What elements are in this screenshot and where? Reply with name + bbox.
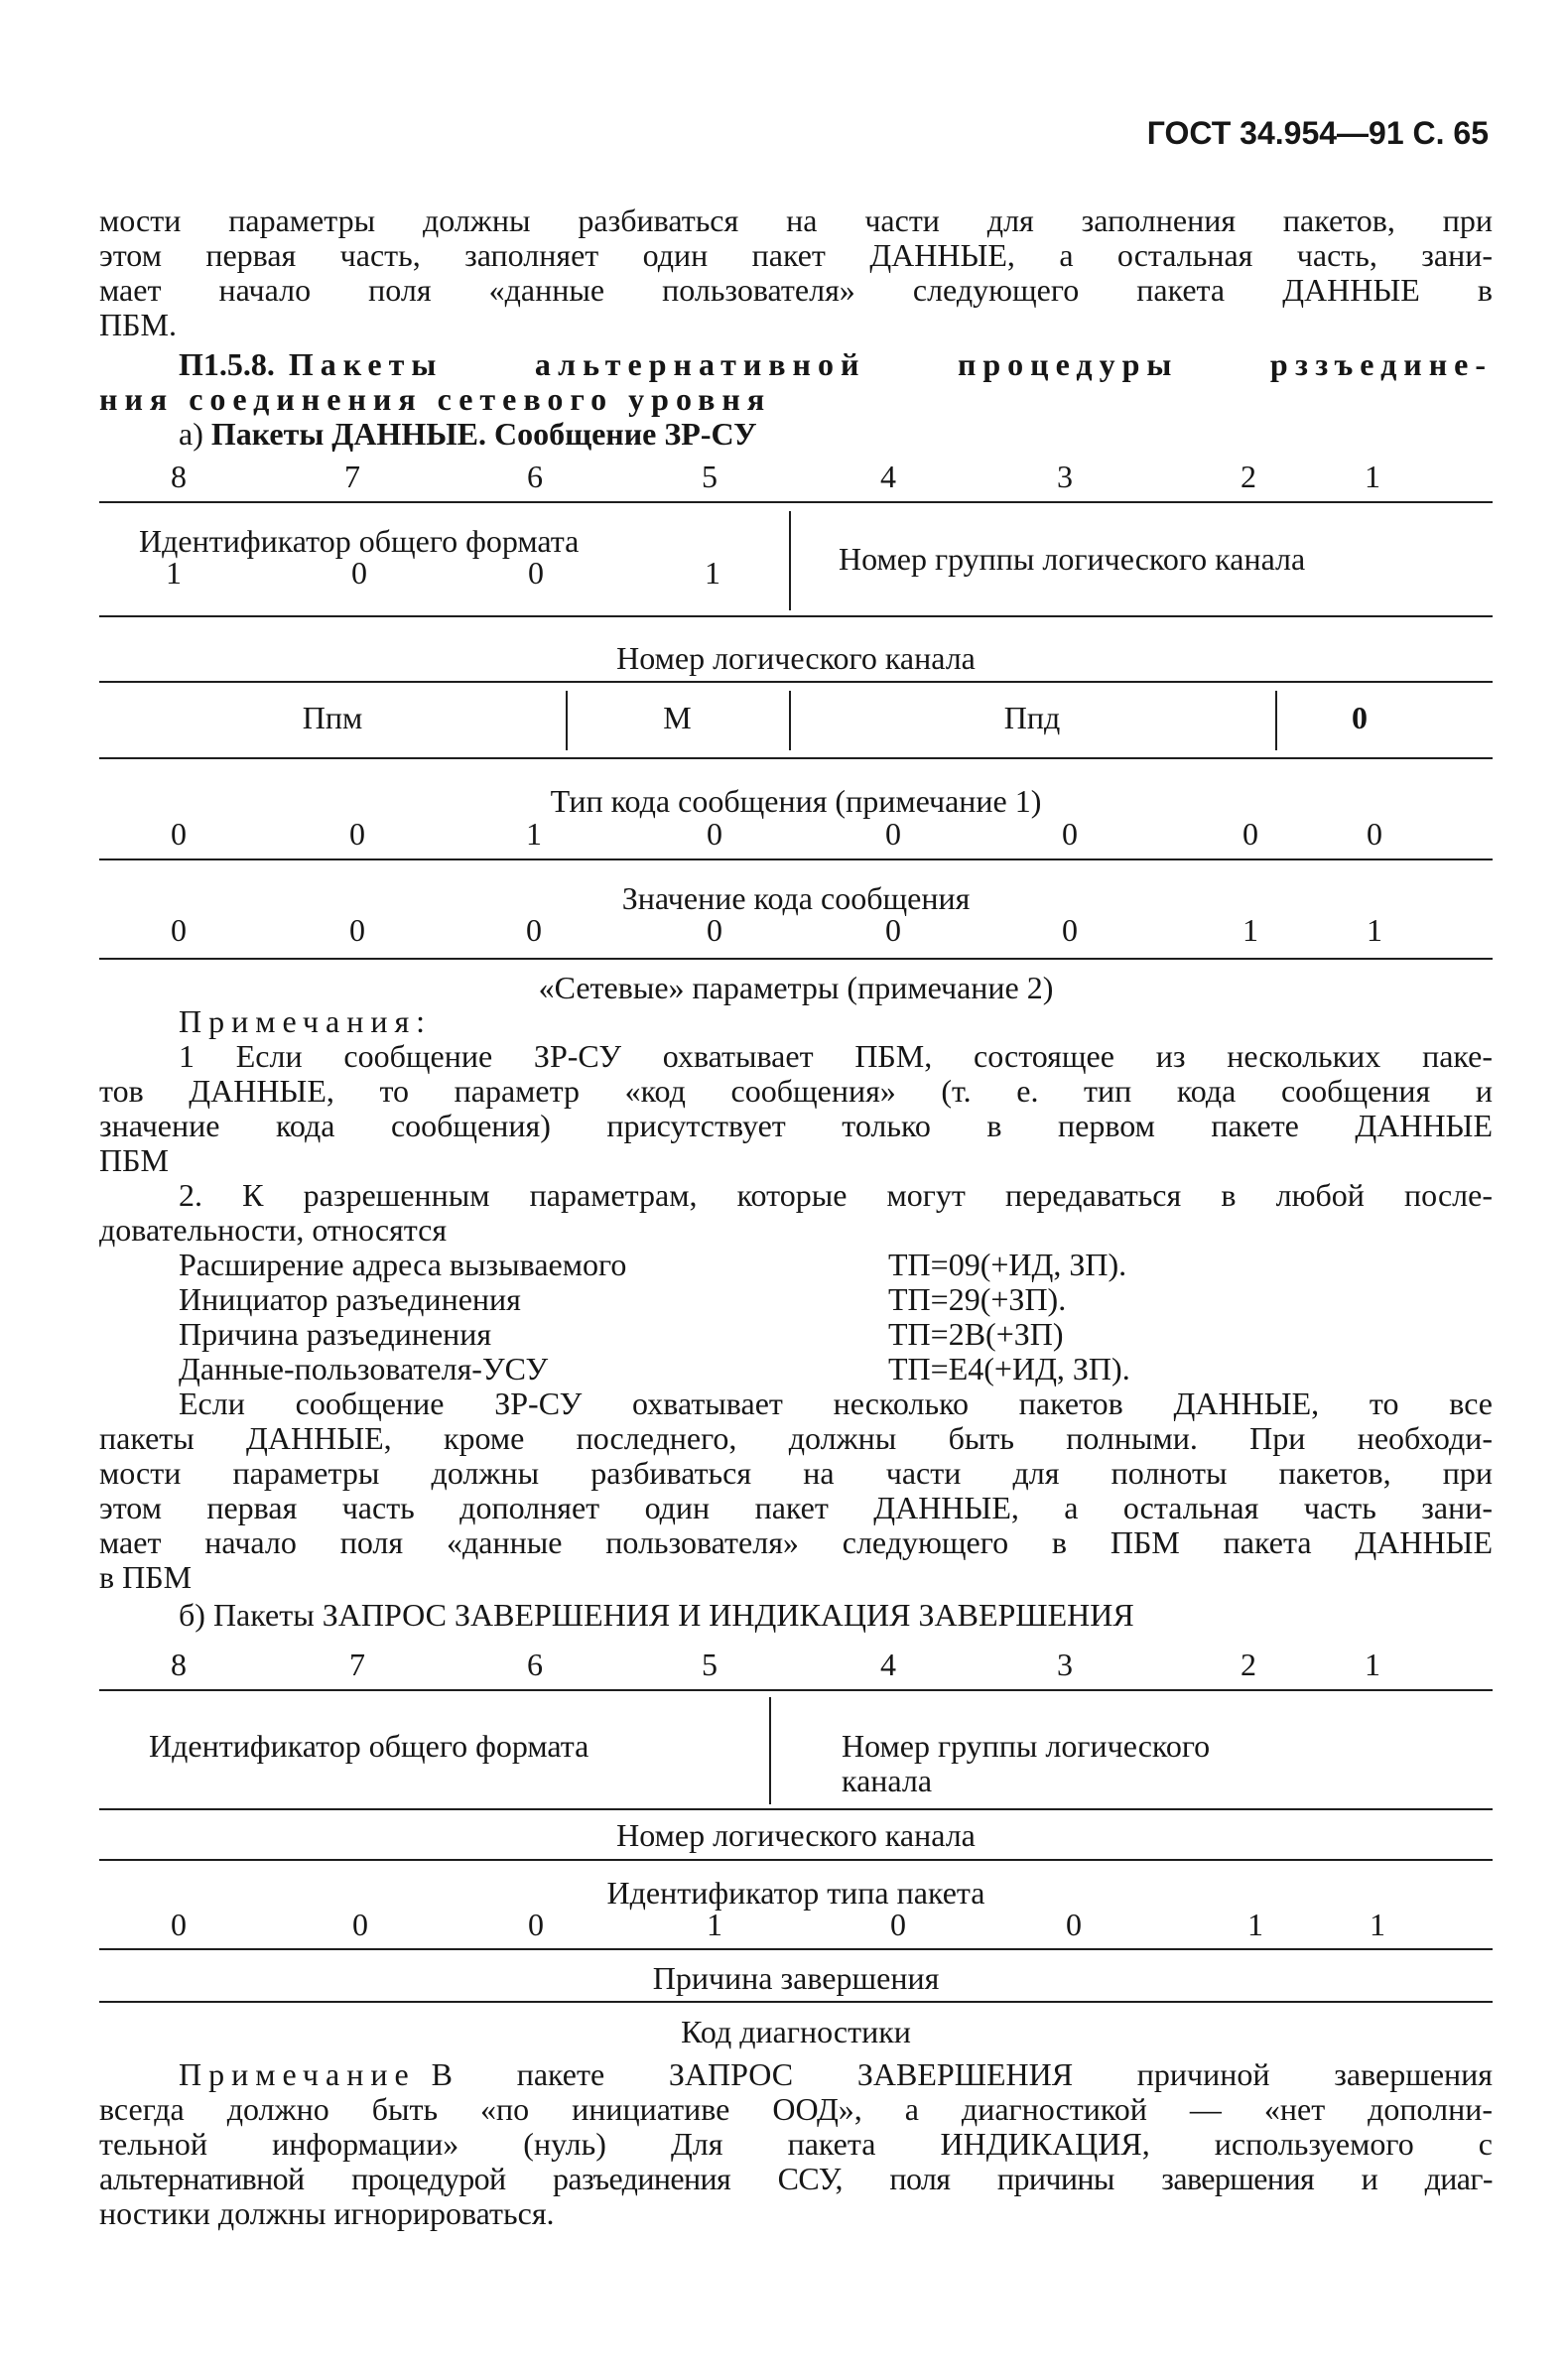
bit-value: 0 [707, 912, 722, 948]
section-title: Пакеты альтернативной процедуры рззъедине- [288, 346, 1493, 382]
intro-line: этом первая часть, заполняет один пакет ДАННЫЕ, а остальная часть, зани- [99, 237, 1493, 273]
param-name: Расширение адреса вызываемого [179, 1247, 627, 1282]
lcn-label: Номер логического канала [616, 640, 976, 676]
note-line: 1 Если сообщение ЗР-СУ охватывает ПБМ, состоящее из нескольких паке- [179, 1038, 1493, 1074]
bit-value: 0 [349, 816, 365, 852]
bit-value: 0 [1066, 1907, 1082, 1942]
bit-value: 0 [1062, 816, 1078, 852]
intro-line: мости параметры должны разбиваться на части для заполнения пакетов, при [99, 202, 1493, 238]
bit-number: 4 [880, 459, 896, 494]
table-rule [99, 1689, 1493, 1691]
bit-value: 1 [1367, 912, 1382, 948]
param-code: ТП=Е4(+ИД, ЗП). [888, 1351, 1130, 1386]
table-rule [99, 958, 1493, 960]
network-params-label: «Сетевые» параметры (примечание 2) [538, 970, 1054, 1005]
bit-number: 3 [1057, 1647, 1073, 1682]
bit-value: 0 [526, 912, 542, 948]
bit-value: 0 [1242, 816, 1258, 852]
lcn-label-b: Номер логического канала [616, 1817, 976, 1853]
table-rule [99, 2001, 1493, 2003]
param-code: ТП=09(+ИД, ЗП). [888, 1247, 1127, 1282]
intro-line: мает начало поля «данные пользователя» следующего пакета ДАННЫЕ в [99, 272, 1493, 308]
bit-value: 0 [528, 1907, 544, 1942]
table-divider [769, 1697, 771, 1804]
note-line: Если сообщение ЗР-СУ охватывает несколько пакетов ДАННЫЕ, то все [179, 1385, 1493, 1421]
table-rule [99, 681, 1493, 683]
bit-number: 6 [527, 459, 543, 494]
page-header: ГОСТ 34.954—91 С. 65 [1146, 115, 1489, 151]
note-b-first-line [179, 2057, 1493, 2092]
param-code: ТП=29(+ЗП). [888, 1281, 1067, 1317]
gfi-bit: 0 [528, 555, 544, 591]
note-b-line: ностики должны игнорироваться. [99, 2195, 555, 2231]
table-rule [99, 1808, 1493, 1810]
zero-label: 0 [1352, 700, 1368, 735]
param-code: ТП=2В(+ЗП) [888, 1316, 1064, 1352]
lcg-label-b-line2: канала [842, 1763, 933, 1798]
bit-value: 0 [171, 816, 187, 852]
note-line: мости параметры должны разбиваться на части для полноты пакетов, при [99, 1455, 1493, 1491]
m-label: М [663, 700, 692, 735]
bit-value: 0 [890, 1907, 906, 1942]
table-rule [99, 858, 1493, 860]
section-title-line2: ния соединения сетевого уровня [99, 381, 772, 417]
gfi-label: Идентификатор общего формата [139, 523, 580, 559]
bit-value: 0 [885, 912, 901, 948]
ppm-label: Ппм [302, 700, 363, 735]
diag-label: Код диагностики [681, 2014, 911, 2049]
bit-value: 0 [885, 816, 901, 852]
bit-number: 8 [171, 1647, 187, 1682]
part-a-title-text: Пакеты ДАННЫЕ. Сообщение ЗР-СУ [210, 416, 757, 452]
part-a-title [179, 417, 757, 452]
table-rule [99, 757, 1493, 759]
note-line: в ПБМ [99, 1559, 193, 1595]
note-line: значение кода сообщения) присутствует только в первом пакете ДАННЫЕ [99, 1108, 1493, 1143]
bit-number: 8 [171, 459, 187, 494]
gfi-bit: 1 [166, 555, 182, 591]
note-b-line: тельной информации» (нуль) Для пакета ИНДИКАЦИЯ, используемого с [99, 2126, 1493, 2162]
section-heading [179, 347, 1493, 382]
lcg-label-b-line1: Номер группы логического [842, 1728, 1211, 1764]
cause-label: Причина завершения [652, 1960, 940, 1996]
note-line: этом первая часть дополняет один пакет ДАННЫЕ, а остальная часть зани- [99, 1490, 1493, 1525]
section-number: П1.5.8. [179, 346, 275, 382]
bit-value: 0 [352, 1907, 368, 1942]
bit-value: 0 [1062, 912, 1078, 948]
msg-value-label: Значение кода сообщения [621, 880, 971, 916]
bit-number: 2 [1241, 459, 1256, 494]
bit-value: 0 [171, 912, 187, 948]
bit-number: 6 [527, 1647, 543, 1682]
table-rule [99, 615, 1493, 617]
param-name: Данные-пользователя-УСУ [179, 1351, 549, 1386]
bit-value: 0 [171, 1907, 187, 1942]
note-line: довательности, относятся [99, 1212, 448, 1248]
param-name: Причина разъединения [179, 1316, 492, 1352]
bit-number: 2 [1241, 1647, 1256, 1682]
bit-number: 5 [702, 459, 718, 494]
bit-value: 1 [707, 1907, 722, 1942]
note-b-heading: Примечание [179, 2056, 416, 2092]
bit-value: 0 [349, 912, 365, 948]
note-line: 2. К разрешенным параметрам, которые могут передаваться в любой после- [179, 1177, 1493, 1213]
notes-heading: Примечания: [179, 1003, 433, 1039]
note-line: ПБМ [99, 1142, 169, 1178]
bit-number: 1 [1365, 1647, 1380, 1682]
note-line: тов ДАННЫЕ, то параметр «код сообщения» (т. е. тип кода сообщения и [99, 1073, 1493, 1109]
note-line: мает начало поля «данные пользователя» следующего в ПБМ пакета ДАННЫЕ [99, 1524, 1493, 1560]
note-line: пакеты ДАННЫЕ, кроме последнего, должны быть полными. При необходи- [99, 1420, 1493, 1456]
intro-line: ПБМ. [99, 307, 177, 342]
table-divider [789, 511, 791, 610]
bit-number: 1 [1365, 459, 1380, 494]
bit-number: 7 [349, 1647, 365, 1682]
packet-type-label: Идентификатор типа пакета [606, 1875, 985, 1911]
bit-number: 4 [880, 1647, 896, 1682]
table-rule [99, 1948, 1493, 1950]
bit-value: 1 [1370, 1907, 1385, 1942]
note-b-line: альтернативной процедурой разъединения ССУ, поля причины завершения и диаг- [99, 2161, 1493, 2196]
ppd-label: Ппд [1003, 700, 1061, 735]
note-b-line: всегда должно быть «по инициативе ООД», а диагностикой — «нет дополни- [99, 2091, 1493, 2127]
msg-type-label: Тип кода сообщения (примечание 1) [550, 783, 1042, 819]
bit-value: 0 [707, 816, 722, 852]
bit-value: 1 [1247, 1907, 1263, 1942]
bit-value: 0 [1367, 816, 1382, 852]
table-rule [99, 1859, 1493, 1861]
gfi-bit: 0 [351, 555, 367, 591]
bit-value: 1 [1242, 912, 1258, 948]
gfi-bit: 1 [705, 555, 720, 591]
bit-value: 1 [526, 816, 542, 852]
lcg-label: Номер группы логического канала [839, 541, 1306, 577]
param-name: Инициатор разъединения [179, 1281, 521, 1317]
table-rule [99, 501, 1493, 503]
part-b-title: б) Пакеты ЗАПРОС ЗАВЕРШЕНИЯ И ИНДИКАЦИЯ ЗАВЕРШЕНИЯ [179, 1597, 1134, 1633]
gfi-label-b: Идентификатор общего формата [149, 1728, 589, 1764]
bit-number: 3 [1057, 459, 1073, 494]
bit-number: 5 [702, 1647, 718, 1682]
part-a-prefix: а) [179, 416, 203, 452]
note-b-line: В пакете ЗАПРОС ЗАВЕРШЕНИЯ причиной завершения [431, 2056, 1493, 2092]
bit-number: 7 [344, 459, 360, 494]
